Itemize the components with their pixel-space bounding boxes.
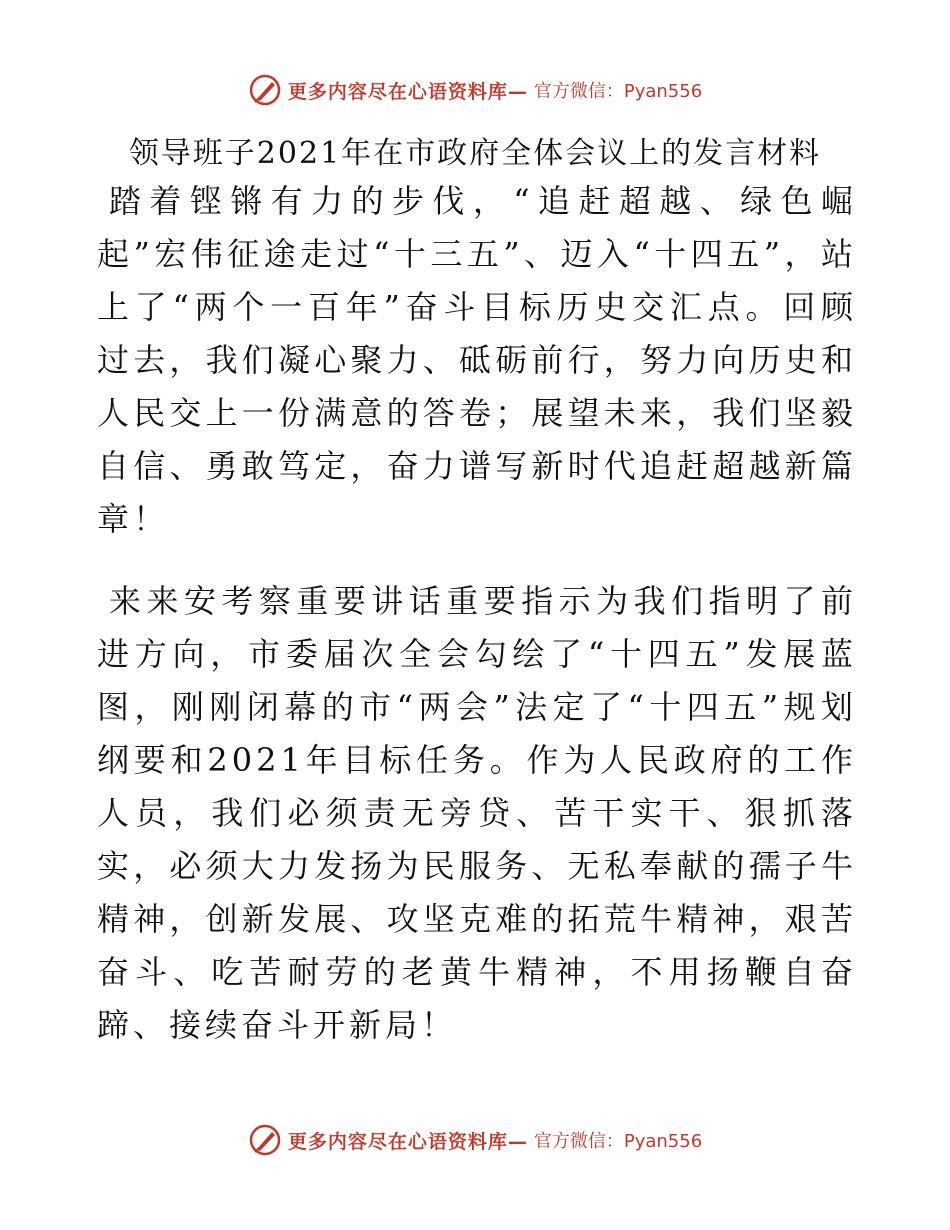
banner-wechat-text: 官方微信：Pyan556	[533, 81, 703, 102]
paragraph-1: 踏着铿锵有力的步伐，“追赶超越、绿色崛起”宏伟征途走过“十三五”、迈入“十四五”，站上了“两个一百年”奋斗目标历史交汇点。回顾过去，我们凝心聚力、砥砺前行，努力向历史和人民交上一份满意的答卷；展望未来，我们坚毅自信、勇敢笃定，奋力谱写新时代追赶超越新篇章！	[97, 182, 857, 538]
footer-banner	[0, 1120, 950, 1160]
paragraph-2: 来来安考察重要讲话重要指示为我们指明了前进方向，市委届次全会勾绘了“十四五”发展蓝图，刚刚闭幕的市“两会”法定了“十四五”规划纲要和2021年目标任务。作为人民政府的工作人员，我们必须责无旁贷、苦干实干、狠抓落实，必须大力发扬为民服务、无私奉献的孺子牛精神，创新发展、攻坚克难的拓荒牛精神，艰苦奋斗、吃苦耐劳的老黄牛精神，不用扬鞭自奋蹄、接续奋斗开新局！	[97, 582, 857, 1044]
document-body	[97, 175, 857, 1081]
banner-site-text: 更多内容尽在心语资料库—	[287, 1130, 528, 1153]
quill-pen-logo-icon	[248, 73, 282, 107]
header-banner	[0, 70, 950, 110]
quill-pen-logo-icon	[248, 1123, 282, 1157]
banner-wechat-text: 官方微信：Pyan556	[533, 1131, 703, 1152]
document-title: 领导班子2021年在市政府全体会议上的发言材料	[128, 136, 822, 171]
banner-site-text: 更多内容尽在心语资料库—	[287, 80, 528, 103]
